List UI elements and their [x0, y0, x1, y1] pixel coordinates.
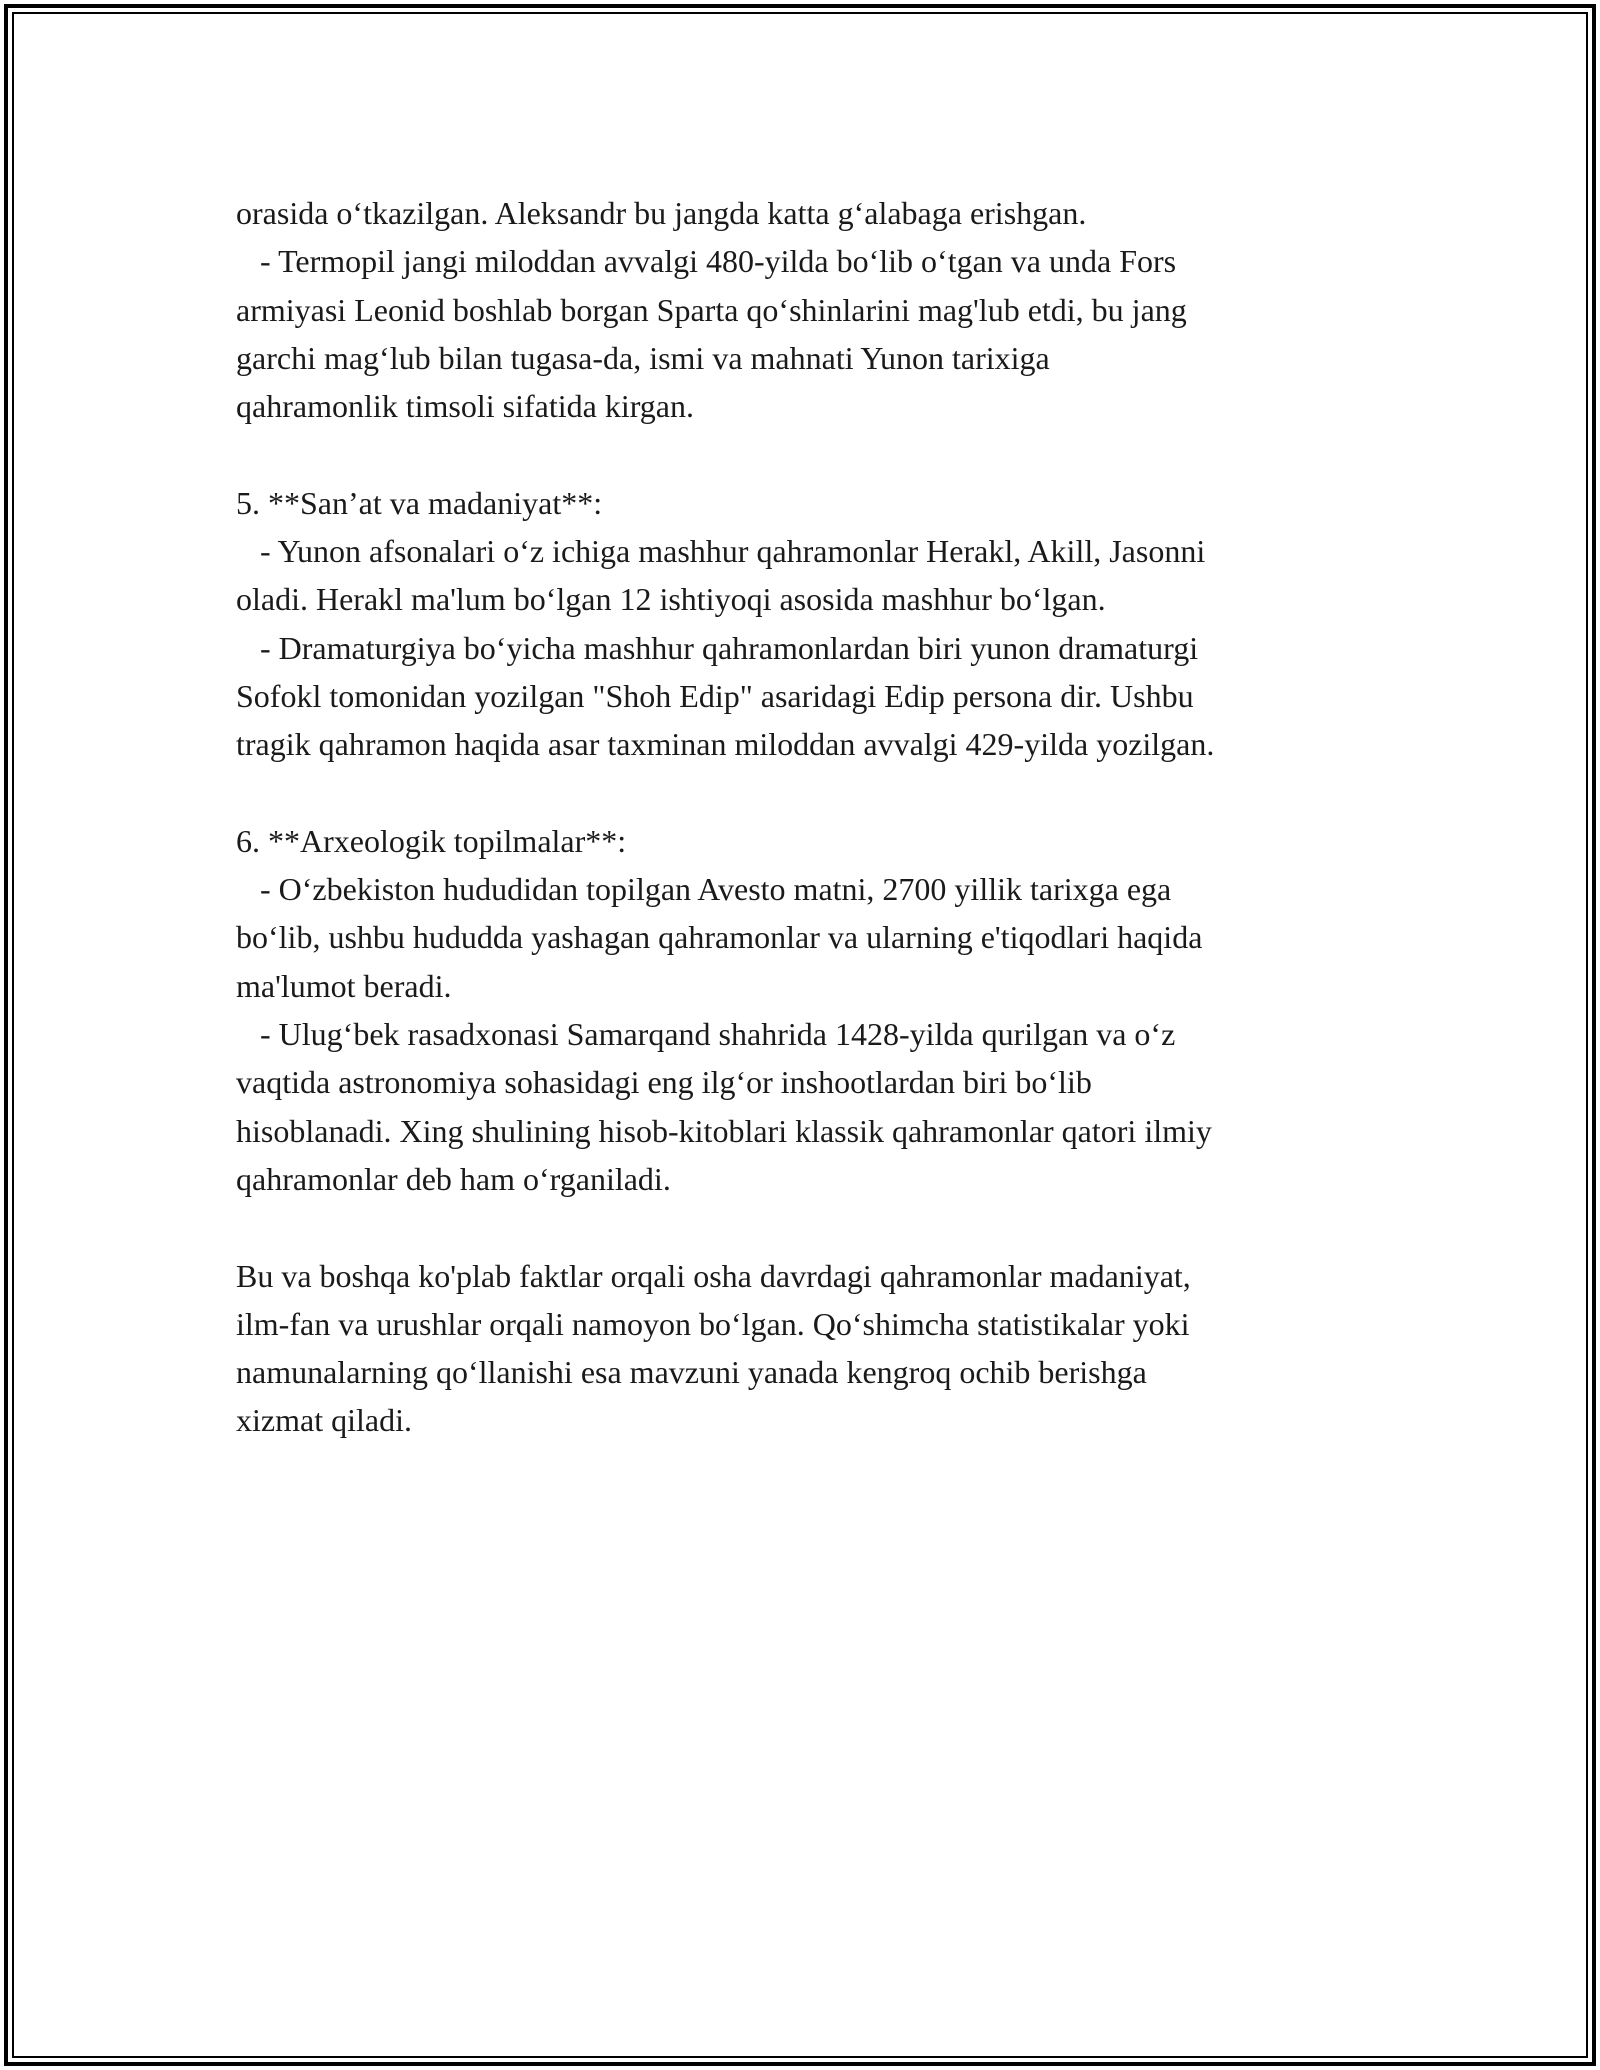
text-line: oladi. Herakl ma'lum bo‘lgan 12 ishtiyoqi asosida mashhur bo‘lgan. [236, 581, 1106, 618]
section-heading: 5. **San’at va madaniyat**: [236, 484, 603, 521]
text-line: qahramonlar deb ham o‘rganiladi. [236, 1160, 671, 1197]
text-line: Bu va boshqa ko'plab faktlar orqali osha davrdagi qahramonlar madaniyat, [236, 1257, 1191, 1294]
paragraph-gap [236, 430, 1416, 478]
text-line: - Yunon afsonalari o‘z ichiga mashhur qahramonlar Herakl, Akill, Jasonni [236, 533, 1206, 570]
paragraph-gap [236, 1203, 1416, 1251]
text-line: bo‘lib, ushbu hududda yashagan qahramonlar va ularning e'tiqodlari haqida [236, 919, 1203, 956]
text-line: - Termopil jangi miloddan avvalgi 480-yilda bo‘lib o‘tgan va unda Fors [236, 243, 1177, 280]
text-line: namunalarning qo‘llanishi esa mavzuni yanada kengroq ochib berishga [236, 1354, 1147, 1391]
text-line: qahramonlik timsoli sifatida kirgan. [236, 388, 694, 425]
paragraph-gap [236, 769, 1416, 817]
text-line: vaqtida astronomiya sohasidagi eng ilg‘or inshootlardan biri bo‘lib [236, 1064, 1092, 1101]
text-line: xizmat qiladi. [236, 1402, 412, 1439]
text-line: tragik qahramon haqida asar taxminan miloddan avvalgi 429-yilda yozilgan. [236, 726, 1215, 763]
text-line: ma'lumot beradi. [236, 967, 452, 1004]
text-line: orasida o‘tkazilgan. Aleksandr bu jangda katta g‘alabaga erishgan. [236, 195, 1087, 231]
text-line: hisoblanadi. Xing shulining hisob-kitoblari klassik qahramonlar qatori ilmiy [236, 1112, 1212, 1149]
text-line: - Ulug‘bek rasadxonasi Samarqand shahrida 1428-yilda qurilgan va o‘z [236, 1016, 1176, 1053]
text-line: armiyasi Leonid boshlab borgan Sparta qo‘shinlarini mag'lub etdi, bu jang [236, 291, 1187, 328]
section-heading: 6. **Arxeologik topilmalar**: [236, 822, 627, 859]
text-line: garchi mag‘lub bilan tugasa-da, ismi va mahnati Yunon tarixiga [236, 339, 1050, 376]
text-line: - Dramaturgiya bo‘yicha mashhur qahramonlardan biri yunon dramaturgi [236, 629, 1199, 666]
text-line: ilm-fan va urushlar orqali namoyon bo‘lgan. Qo‘shimcha statistikalar yoki [236, 1305, 1190, 1342]
document-body [236, 189, 1416, 1445]
text-line: Sofokl tomonidan yozilgan "Shoh Edip" asaridagi Edip persona dir. Ushbu [236, 677, 1194, 714]
text-line: - O‘zbekiston hududidan topilgan Avesto matni, 2700 yillik tarixga ega [236, 871, 1172, 908]
